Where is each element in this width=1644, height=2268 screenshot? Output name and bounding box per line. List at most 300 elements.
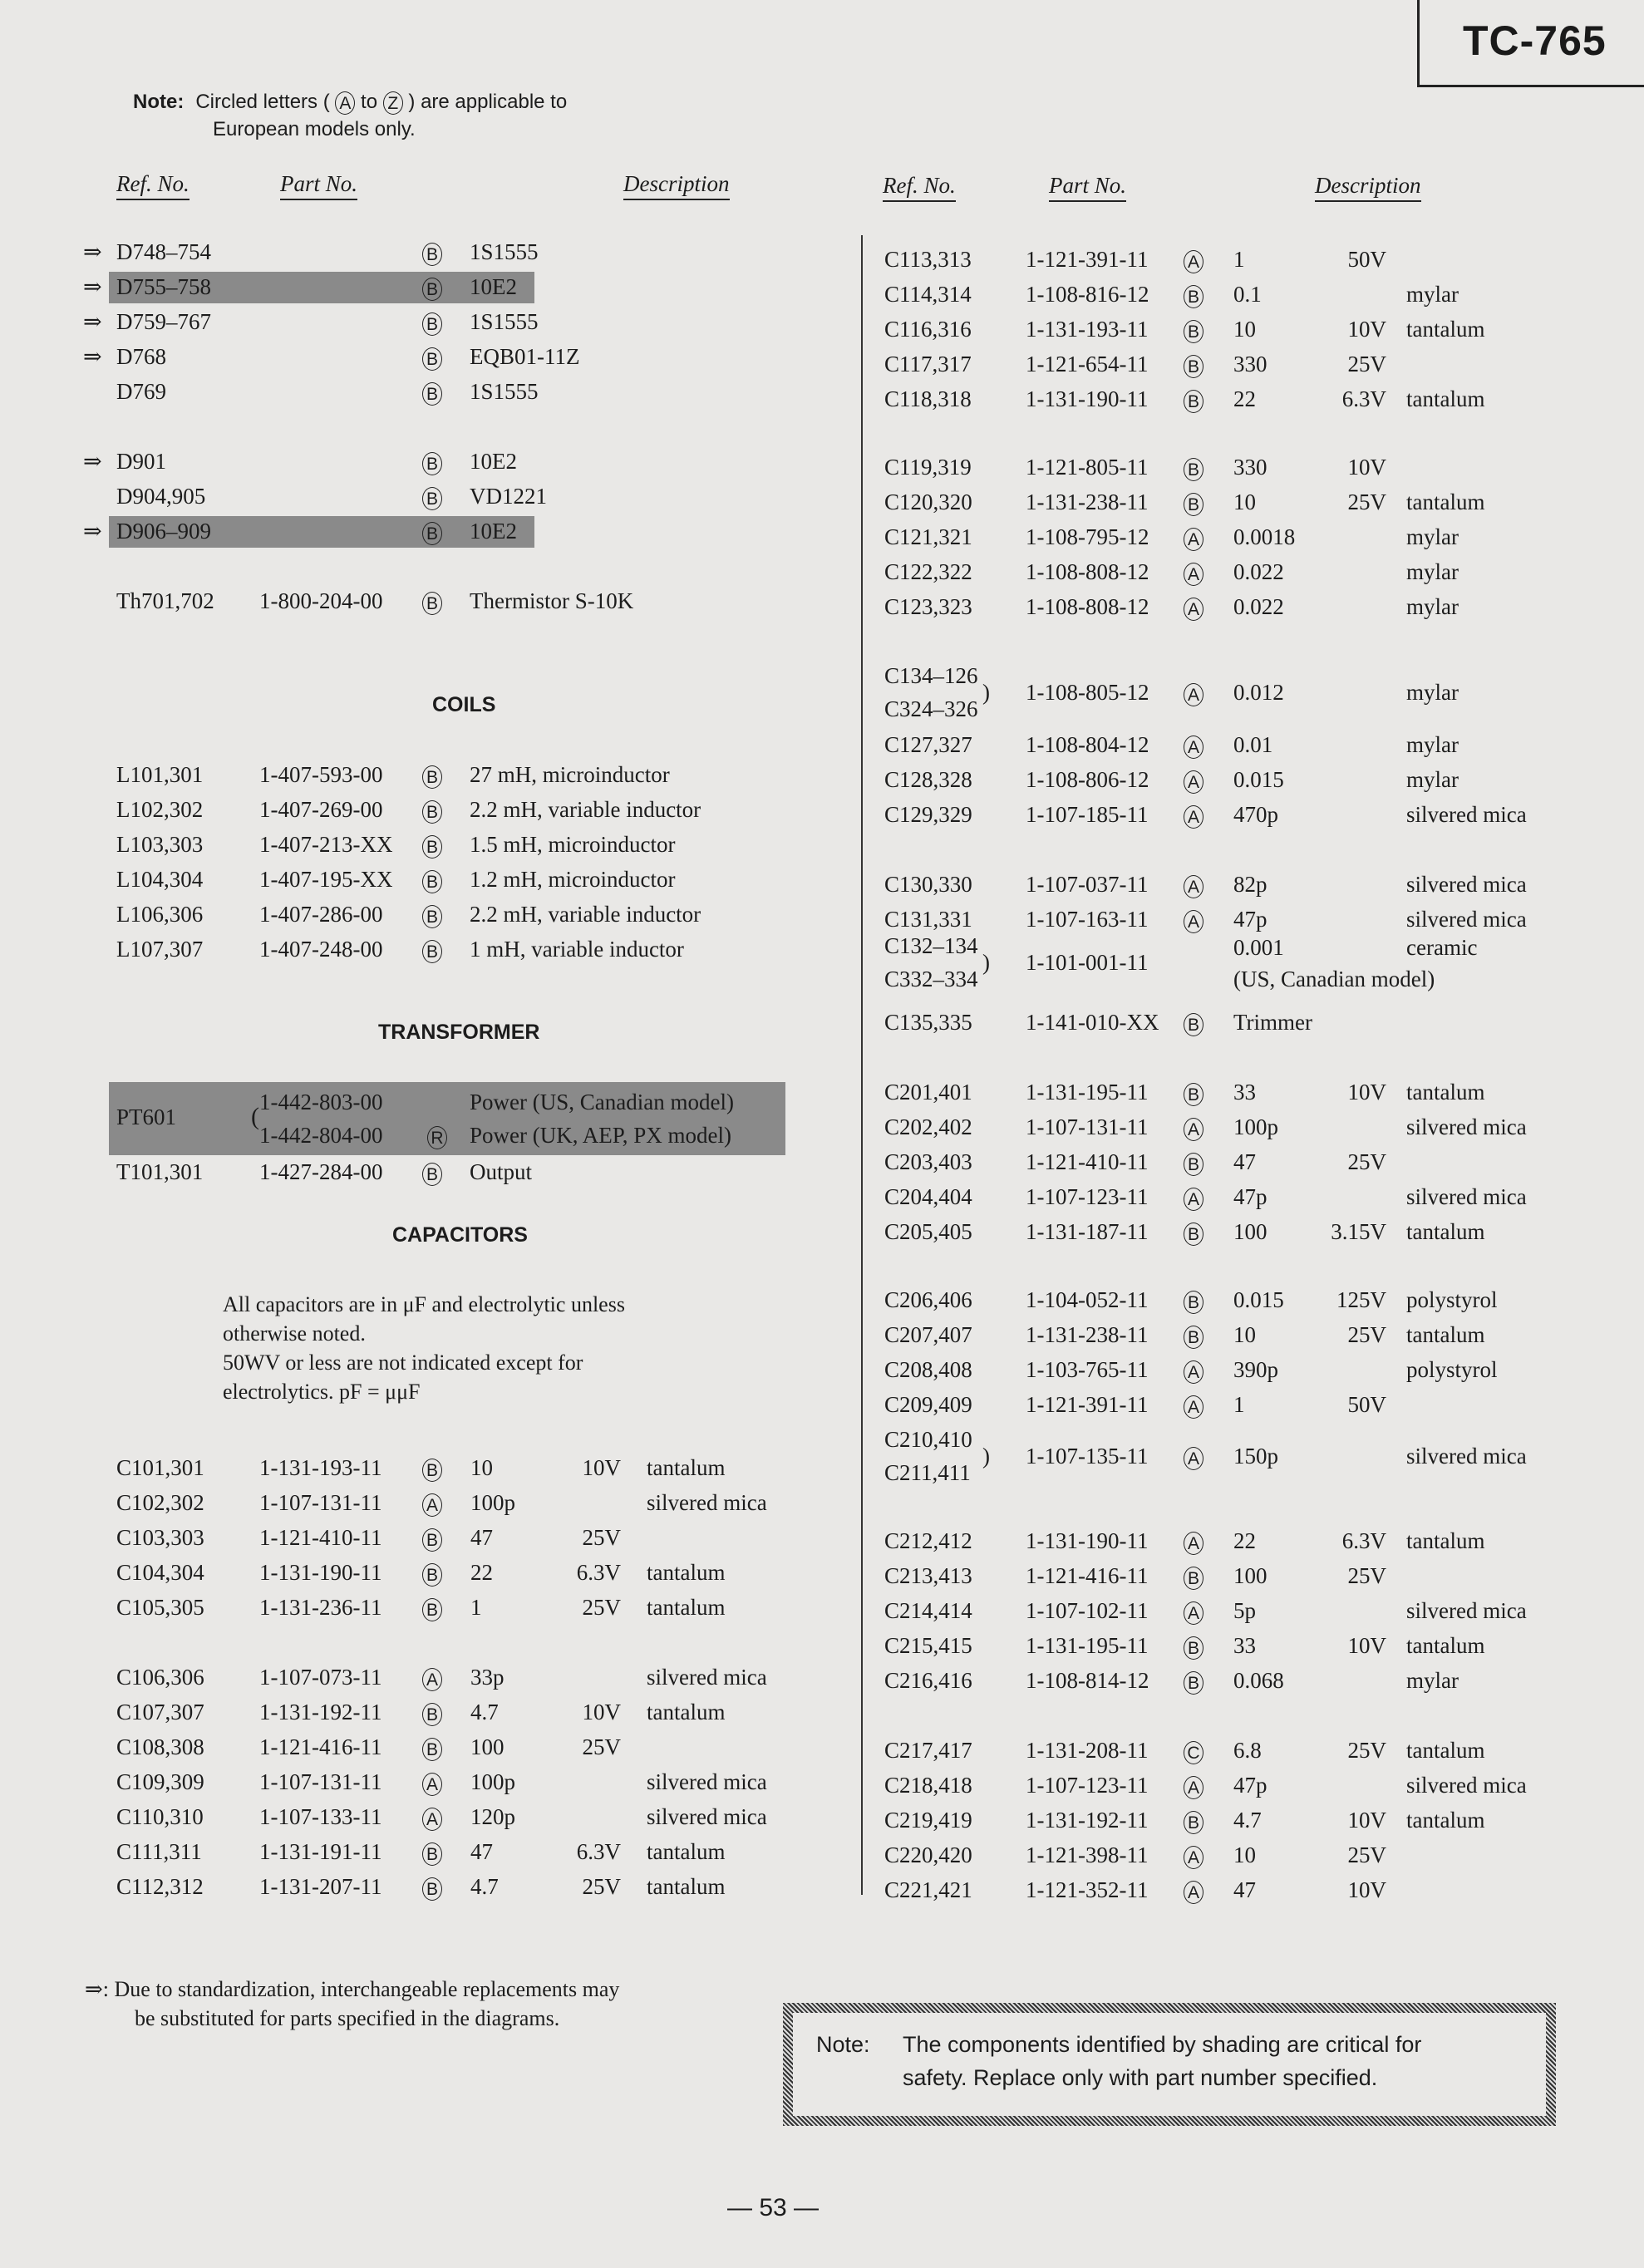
circled-b-icon: B — [1184, 1223, 1203, 1246]
ref-no: Th701,702 — [116, 588, 214, 613]
voltage: 6.3V — [576, 1839, 621, 1864]
arrow-icon: ⇒ — [83, 449, 102, 474]
part-no: 1-107-102-11 — [1026, 1598, 1149, 1623]
note: (US, Canadian model) — [1233, 967, 1435, 991]
value: 120p — [470, 1804, 515, 1829]
ref-no: C204,404 — [884, 1184, 972, 1209]
part-no: 1-121-805-11 — [1026, 455, 1149, 480]
voltage: 50V — [1347, 1392, 1386, 1417]
code-cell — [1184, 485, 1203, 519]
circled-a-icon: A — [335, 91, 355, 115]
description: 1S1555 — [470, 239, 539, 264]
cap-type: tantalum — [1406, 1219, 1485, 1244]
circled-b-icon: B — [422, 1877, 442, 1901]
code-cell — [1184, 1318, 1203, 1351]
ref-no: C202,402 — [884, 1114, 972, 1139]
circled-a-icon: A — [1184, 528, 1203, 551]
parts-row — [0, 312, 1644, 346]
voltage: 25V — [1347, 1738, 1386, 1763]
part-no: 1-108-795-12 — [1026, 524, 1149, 549]
part-no: 1-121-654-11 — [1026, 352, 1149, 376]
ref-no: C220,420 — [884, 1842, 972, 1867]
code-cell — [1184, 1110, 1203, 1144]
parts-row — [0, 1664, 1644, 1697]
value: 5p — [1233, 1598, 1256, 1623]
safety-text: safety. Replace only with part number specified. — [903, 2065, 1378, 2090]
code-cell — [1184, 728, 1203, 761]
circled-b-icon: B — [1184, 285, 1203, 308]
code-cell — [1184, 555, 1203, 588]
voltage: 25V — [1347, 1563, 1386, 1588]
circled-b-icon: B — [1184, 1567, 1203, 1590]
circled-b-icon: B — [422, 1738, 442, 1761]
parts-row — [0, 763, 1644, 796]
ref-no: C218,418 — [884, 1773, 972, 1798]
code-cell — [1184, 1664, 1203, 1697]
section-title-transformer: TRANSFORMER — [378, 1021, 540, 1044]
code-cell — [1184, 1803, 1203, 1837]
voltage: 6.3V — [576, 1560, 621, 1585]
part-no: 1-131-187-11 — [1026, 1219, 1149, 1244]
ref-no: C117,317 — [884, 352, 972, 376]
circled-a-icon: A — [1184, 1776, 1203, 1799]
value: 47 — [1233, 1149, 1256, 1174]
circled-b-icon: B — [422, 452, 442, 475]
bracket: ) — [982, 680, 990, 705]
circled-z-icon: Z — [383, 91, 403, 115]
value: 0.022 — [1233, 559, 1284, 584]
circled-b-icon: B — [1184, 1811, 1203, 1834]
ref-no: L106,306 — [116, 902, 204, 927]
ref-no: C112,312 — [116, 1874, 204, 1899]
description: Power (UK, AEP, PX model) — [470, 1123, 731, 1148]
value: 0.001 — [1233, 935, 1284, 960]
part-no: 1-141-010-XX — [1026, 1010, 1159, 1035]
ref-no: T101,301 — [116, 1159, 204, 1184]
description: 1.2 mH, microinductor — [470, 867, 676, 892]
part-no: 1-107-135-11 — [1026, 1444, 1149, 1469]
parts-row — [0, 1734, 1644, 1767]
circled-b-icon: B — [1184, 1636, 1203, 1660]
value: 100 — [1233, 1563, 1267, 1588]
voltage: 50V — [1347, 247, 1386, 272]
value: 100 — [470, 1734, 505, 1759]
part-no: 1-121-391-11 — [1026, 1392, 1149, 1417]
value: 0.1 — [1233, 282, 1262, 307]
part-no: 1-131-195-11 — [1026, 1633, 1149, 1658]
value: 47 — [470, 1839, 493, 1864]
circled-a-icon: A — [1184, 598, 1203, 621]
part-no: 1-108-816-12 — [1026, 282, 1149, 307]
value: 47p — [1233, 907, 1267, 932]
value: 100p — [470, 1769, 515, 1794]
ref-no: C215,415 — [884, 1633, 972, 1658]
value: 10 — [470, 1455, 493, 1480]
ref-no: C217,417 — [884, 1738, 972, 1763]
part-no: 1-107-163-11 — [1026, 907, 1149, 932]
model-number: TC-765 — [1463, 17, 1607, 64]
cap-type: silvered mica — [1406, 1444, 1527, 1469]
parts-row — [0, 278, 1644, 311]
circled-b-icon: B — [1184, 1083, 1203, 1106]
arrow-icon: ⇒ — [83, 309, 102, 334]
part-no: 1-107-123-11 — [1026, 1184, 1149, 1209]
ref-no: D759–767 — [116, 309, 211, 334]
part-no: 1-107-037-11 — [1026, 872, 1149, 897]
parts-row — [0, 1873, 1644, 1906]
circled-b-icon: B — [1184, 1326, 1203, 1349]
part-no: 1-407-286-00 — [259, 902, 383, 927]
ref-no: PT601 — [116, 1104, 177, 1129]
circled-b-icon: B — [1184, 493, 1203, 516]
value: 33 — [1233, 1633, 1256, 1658]
ref-no: C120,320 — [884, 490, 972, 514]
ref-no: C212,412 — [884, 1528, 972, 1553]
value: 47p — [1233, 1773, 1267, 1798]
part-no: 1-131-192-11 — [1026, 1808, 1149, 1833]
ref-no: C108,308 — [116, 1734, 204, 1759]
cap-type: silvered mica — [1406, 1184, 1527, 1209]
cap-type: tantalum — [647, 1700, 726, 1724]
value: 22 — [1233, 1528, 1256, 1553]
cap-type: tantalum — [647, 1455, 726, 1480]
header-ref-no: Ref. No. — [116, 171, 190, 200]
parts-row — [0, 798, 1644, 831]
code-cell — [1184, 1180, 1203, 1213]
circled-letters-note — [133, 88, 567, 143]
circled-b-icon: B — [422, 940, 442, 963]
cap-type: silvered mica — [1406, 1114, 1527, 1139]
value: 330 — [1233, 455, 1267, 480]
circled-b-icon: B — [422, 243, 442, 266]
parts-row — [0, 1838, 1644, 1872]
ref-no: D906–909 — [116, 519, 211, 544]
circled-a-icon: A — [422, 1668, 442, 1691]
part-no: 1-442-804-00 — [259, 1123, 383, 1148]
part-no: 1-131-208-11 — [1026, 1738, 1149, 1763]
cap-type: mylar — [1406, 594, 1459, 619]
circled-a-icon: A — [1184, 736, 1203, 759]
voltage: 125V — [1336, 1287, 1386, 1312]
ref-no: C131,331 — [884, 907, 972, 932]
cap-type: tantalum — [1406, 386, 1485, 411]
circled-a-icon: A — [1184, 1360, 1203, 1384]
note-text: to — [361, 91, 378, 113]
part-no: 1-107-131-11 — [259, 1490, 382, 1515]
code-cell — [422, 1486, 442, 1519]
cap-type: mylar — [1406, 559, 1459, 584]
ref-no: C107,307 — [116, 1700, 204, 1724]
parts-row — [0, 933, 1644, 991]
circled-a-icon: A — [1184, 250, 1203, 273]
part-no: 1-108-808-12 — [1026, 559, 1149, 584]
circled-a-icon: A — [1184, 1881, 1203, 1904]
description: 10E2 — [470, 519, 517, 544]
code-cell — [1184, 1629, 1203, 1662]
parts-row — [0, 1594, 1644, 1627]
code-cell — [1184, 278, 1203, 311]
code-cell — [422, 828, 442, 861]
note-line: 50WV or less are not indicated except for — [223, 1350, 583, 1375]
ref-no: C219,419 — [884, 1808, 972, 1833]
parts-row — [0, 1486, 1644, 1519]
cap-type: mylar — [1406, 1668, 1459, 1693]
value: 0.068 — [1233, 1668, 1284, 1693]
cap-type: mylar — [1406, 732, 1459, 757]
ref-no: D748–754 — [116, 239, 211, 264]
part-no: 1-121-410-11 — [259, 1525, 382, 1550]
parts-row — [0, 450, 1644, 484]
header-part-no: Part No. — [1049, 173, 1126, 202]
parts-row — [0, 382, 1644, 416]
part-no: 1-121-352-11 — [1026, 1877, 1149, 1902]
description: 10E2 — [470, 274, 517, 299]
circled-c-icon: C — [1184, 1741, 1203, 1764]
cap-type: mylar — [1406, 524, 1459, 549]
value: 1 — [1233, 1392, 1245, 1417]
code-cell — [1184, 347, 1203, 381]
code-cell — [1184, 1439, 1203, 1473]
circled-a-icon: A — [422, 1493, 442, 1517]
cap-type: mylar — [1406, 282, 1459, 307]
parts-row — [0, 243, 1644, 276]
circled-b-icon: B — [422, 347, 442, 371]
note-line: otherwise noted. — [223, 1321, 366, 1346]
model-number-box — [1417, 0, 1644, 87]
voltage: 25V — [582, 1734, 621, 1759]
ref-no: C109,309 — [116, 1769, 204, 1794]
code-cell — [1184, 1283, 1203, 1316]
part-no: 1-104-052-11 — [1026, 1287, 1149, 1312]
circled-a-icon: A — [1184, 1188, 1203, 1211]
cap-type: silvered mica — [1406, 802, 1527, 827]
circled-b-icon: B — [422, 1563, 442, 1587]
cap-type: silvered mica — [647, 1804, 767, 1829]
voltage: 6.3V — [1341, 1528, 1386, 1553]
description: Thermistor S-10K — [470, 588, 634, 613]
part-no: 1-131-195-11 — [1026, 1080, 1149, 1104]
ref-no: L104,304 — [116, 867, 204, 892]
circled-b-icon: B — [422, 522, 442, 545]
voltage: 25V — [582, 1874, 621, 1899]
ref-no: C129,329 — [884, 802, 972, 827]
code-cell — [1184, 1145, 1203, 1178]
cap-type: silvered mica — [1406, 907, 1527, 932]
ref-no: D768 — [116, 344, 166, 369]
value: 470p — [1233, 802, 1278, 827]
ref-no: C203,403 — [884, 1149, 972, 1174]
circled-b-icon: B — [422, 312, 442, 336]
part-no: 1-101-001-11 — [1026, 950, 1149, 975]
arrow-icon: ⇒: — [85, 1977, 110, 2001]
parts-row — [0, 347, 1644, 381]
ref-no: C113,313 — [884, 247, 972, 272]
circled-b-icon: B — [422, 1459, 442, 1482]
arrow-icon: ⇒ — [83, 344, 102, 369]
cap-type: silvered mica — [1406, 1598, 1527, 1623]
circled-b-icon: B — [1184, 1291, 1203, 1314]
part-no: 1-131-190-11 — [1026, 1528, 1149, 1553]
circled-a-icon: A — [1184, 1395, 1203, 1419]
value: 100p — [470, 1490, 515, 1515]
code-cell — [1184, 243, 1203, 276]
voltage: 10V — [1347, 1877, 1386, 1902]
code-cell — [1184, 1524, 1203, 1557]
ref-no: C209,409 — [884, 1392, 972, 1417]
header-part-no: Part No. — [280, 171, 357, 200]
code-cell — [1184, 1006, 1203, 1039]
code-cell — [1184, 1838, 1203, 1872]
code-cell — [1184, 1215, 1203, 1248]
part-no: 1-107-131-11 — [259, 1769, 382, 1794]
description: 27 mH, microinductor — [470, 762, 670, 787]
cap-type: silvered mica — [1406, 872, 1527, 897]
description: 1S1555 — [470, 379, 539, 404]
ref-no: L101,301 — [116, 762, 204, 787]
value: 0.0018 — [1233, 524, 1296, 549]
note-line: electrolytics. pF = μμF — [223, 1380, 421, 1404]
cap-type: silvered mica — [647, 1769, 767, 1794]
value: 10 — [1233, 317, 1256, 342]
value: 4.7 — [470, 1700, 499, 1724]
ref-no: L103,303 — [116, 832, 204, 857]
value: 1 — [470, 1595, 482, 1620]
voltage: 10V — [1347, 1080, 1386, 1104]
note-label: Note: — [816, 2032, 870, 2057]
part-no: 1-108-804-12 — [1026, 732, 1149, 757]
voltage: 25V — [1347, 352, 1386, 376]
part-no: 1-108-806-12 — [1026, 767, 1149, 792]
circled-b-icon: B — [1184, 355, 1203, 378]
safety-text: The components identified by shading are critical for — [903, 2032, 1422, 2057]
note-text: Circled letters ( — [195, 91, 330, 113]
circled-a-icon: A — [422, 1773, 442, 1796]
code-cell — [1184, 1388, 1203, 1421]
part-no: 1-407-593-00 — [259, 762, 383, 787]
parts-row — [0, 1769, 1644, 1802]
arrow-icon: ⇒ — [83, 239, 102, 264]
voltage: 10V — [1347, 1808, 1386, 1833]
value: 4.7 — [470, 1874, 499, 1899]
part-no: 1-131-238-11 — [1026, 490, 1149, 514]
value: 10 — [1233, 1842, 1256, 1867]
circled-b-icon: B — [1184, 1671, 1203, 1695]
part-no: 1-800-204-00 — [259, 588, 383, 613]
description: 10E2 — [470, 449, 517, 474]
description: Power (US, Canadian model) — [470, 1090, 734, 1114]
voltage: 25V — [1347, 1149, 1386, 1174]
ref-no: C119,319 — [884, 455, 972, 480]
circled-b-icon: B — [422, 278, 442, 301]
circled-r-icon: R — [427, 1126, 447, 1149]
value: 10 — [1233, 1322, 1256, 1347]
cap-type: tantalum — [647, 1560, 726, 1585]
circled-a-icon: A — [422, 1808, 442, 1831]
ref-no: C208,408 — [884, 1357, 972, 1382]
code-cell — [1184, 1075, 1203, 1109]
ref-no: C104,304 — [116, 1560, 204, 1585]
value: 47 — [1233, 1877, 1256, 1902]
ref-no: C122,322 — [884, 559, 972, 584]
description: 1S1555 — [470, 309, 539, 334]
cap-type: tantalum — [647, 1839, 726, 1864]
code-cell — [1184, 798, 1203, 831]
ref-no: C221,421 — [884, 1877, 972, 1902]
parts-row — [0, 1803, 1644, 1837]
voltage: 10V — [1347, 455, 1386, 480]
cap-type: tantalum — [647, 1874, 726, 1899]
value: 22 — [1233, 386, 1256, 411]
parts-row — [0, 1283, 1644, 1316]
value: 0.015 — [1233, 767, 1284, 792]
description: 2.2 mH, variable inductor — [470, 797, 701, 822]
page-number: — 53 — — [727, 2194, 820, 2221]
part-no: 1-407-269-00 — [259, 797, 383, 822]
circled-b-icon: B — [422, 382, 442, 406]
circled-a-icon: A — [1184, 875, 1203, 898]
cap-type: polystyrol — [1406, 1287, 1498, 1312]
circled-b-icon: B — [422, 487, 442, 510]
part-no: 1-131-236-11 — [259, 1595, 382, 1620]
arrow-icon: ⇒ — [83, 519, 102, 544]
circled-a-icon: A — [1184, 1601, 1203, 1625]
code-cell — [1184, 1594, 1203, 1627]
ref-no: C324–326 — [884, 696, 978, 721]
part-no: 1-131-190-11 — [259, 1560, 382, 1585]
ref-no: C110,310 — [116, 1804, 204, 1829]
arrow-icon: ⇒ — [83, 274, 102, 299]
note-text: ) are applicable to — [408, 91, 568, 113]
ref-no: C214,414 — [884, 1598, 972, 1623]
ref-no: C210,410 — [884, 1427, 972, 1452]
ref-no: C111,311 — [116, 1839, 202, 1864]
value: 22 — [470, 1560, 493, 1585]
parts-row — [0, 1180, 1644, 1213]
ref-no: C102,302 — [116, 1490, 204, 1515]
part-no: 1-131-191-11 — [259, 1839, 382, 1864]
code-cell — [1184, 520, 1203, 553]
cap-type: tantalum — [1406, 1738, 1485, 1763]
value: 82p — [1233, 872, 1267, 897]
part-no: 1-131-193-11 — [259, 1455, 382, 1480]
note-label: Note: — [133, 91, 185, 113]
voltage: 6.3V — [1341, 386, 1386, 411]
parts-row — [0, 1388, 1644, 1421]
part-no: 1-107-123-11 — [1026, 1773, 1149, 1798]
ref-no: C132–134 — [884, 933, 978, 958]
circled-b-icon: B — [1184, 1153, 1203, 1176]
value: 150p — [1233, 1444, 1278, 1469]
code-cell — [1184, 450, 1203, 484]
ref-no: C118,318 — [884, 386, 972, 411]
voltage: 10V — [582, 1455, 621, 1480]
circled-b-icon: B — [422, 1528, 442, 1552]
voltage: 10V — [1347, 317, 1386, 342]
circled-a-icon: A — [1184, 683, 1203, 706]
ref-no: C114,314 — [884, 282, 972, 307]
part-no: 1-107-133-11 — [259, 1804, 382, 1829]
voltage: 10V — [582, 1700, 621, 1724]
ref-no: C216,416 — [884, 1668, 972, 1693]
code-cell — [1184, 1734, 1203, 1767]
parts-row — [0, 728, 1644, 761]
circled-a-icon: A — [1184, 1846, 1203, 1869]
part-no: 1-121-416-11 — [1026, 1563, 1149, 1588]
part-no: 1-108-808-12 — [1026, 594, 1149, 619]
circled-b-icon: B — [1184, 320, 1203, 343]
circled-b-icon: B — [1184, 390, 1203, 413]
ref-no: C101,301 — [116, 1455, 204, 1480]
